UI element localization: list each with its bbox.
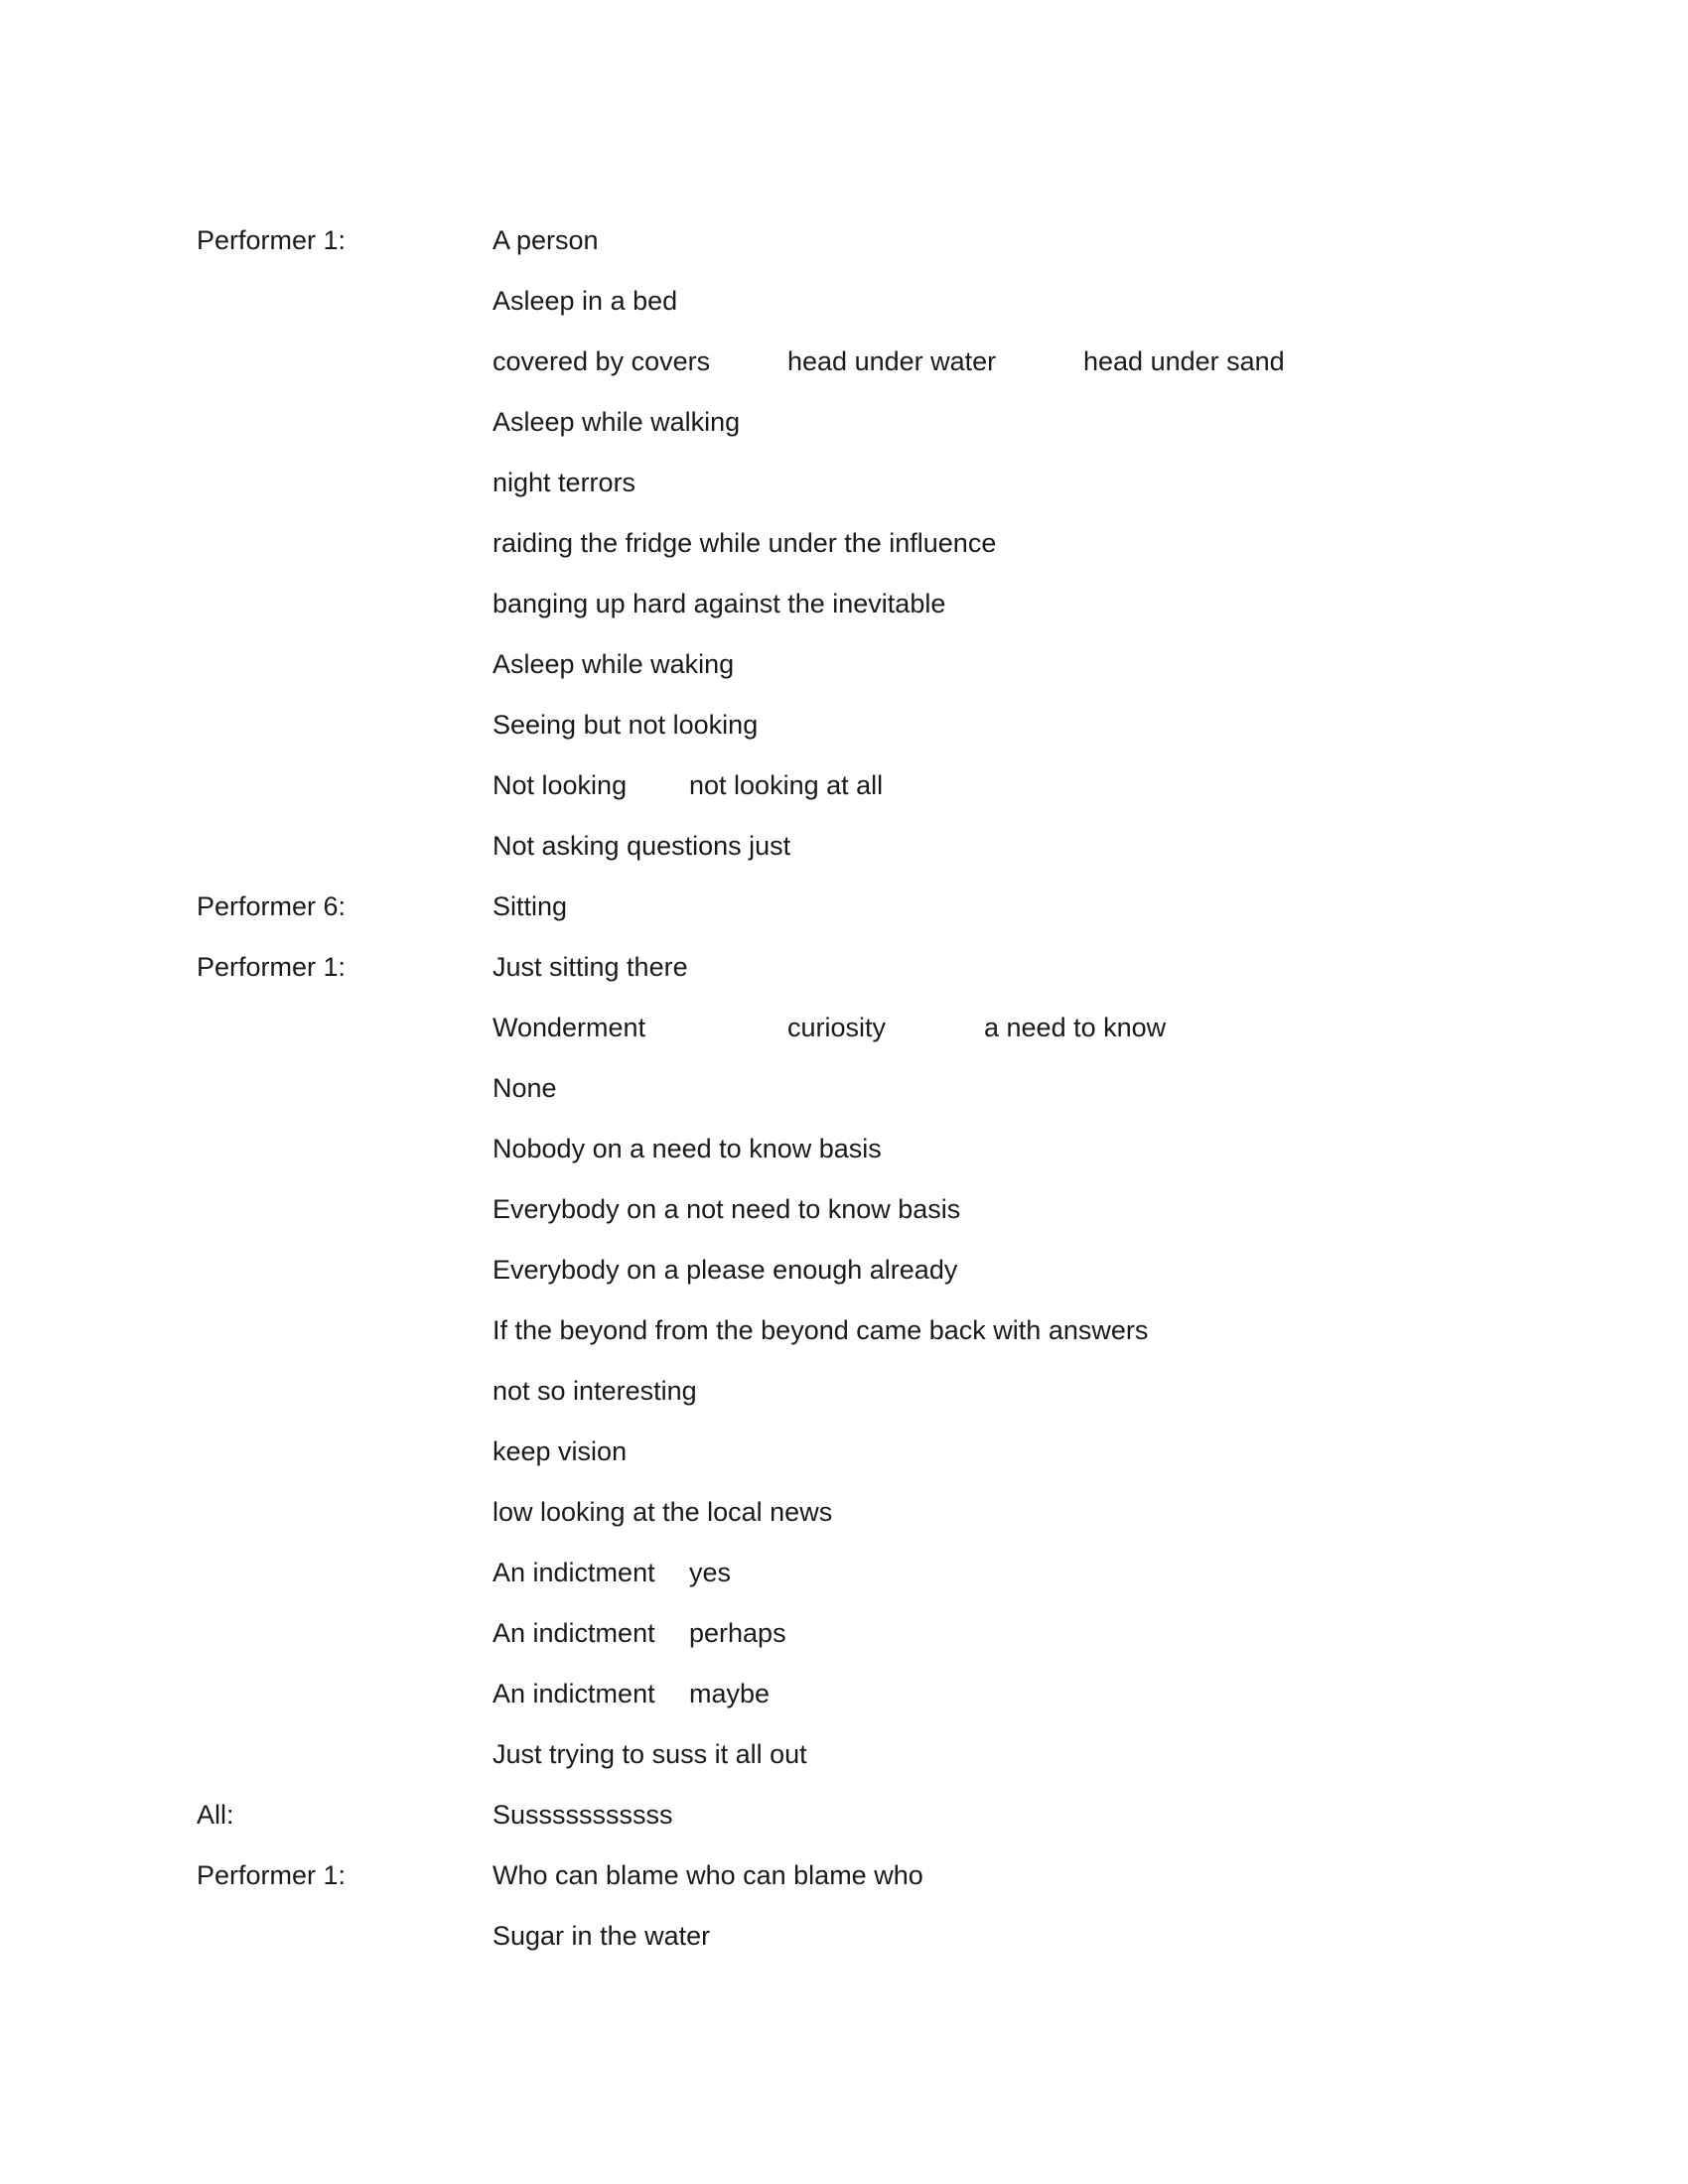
script-line xyxy=(0,222,1688,283)
dialogue-text: not so interesting xyxy=(492,1376,697,1406)
script-line xyxy=(0,1191,1688,1252)
script-line xyxy=(0,1797,1688,1857)
dialogue-text: Nobody on a need to know basis xyxy=(492,1134,882,1163)
dialogue-text: perhaps xyxy=(689,1618,786,1648)
script-line xyxy=(0,646,1688,707)
dialogue-text: not looking at all xyxy=(689,770,884,800)
script-line xyxy=(0,1555,1688,1615)
speaker-label: Performer 1: xyxy=(197,952,347,982)
script-line xyxy=(0,1615,1688,1676)
dialogue-text: Wonderment xyxy=(492,1013,646,1042)
script-line xyxy=(0,767,1688,828)
script-line xyxy=(0,586,1688,646)
script-line xyxy=(0,1857,1688,1918)
dialogue-text: Who can blame who can blame who xyxy=(492,1860,923,1890)
speaker-label: All: xyxy=(197,1800,234,1830)
dialogue-text: Susssssssssss xyxy=(492,1800,673,1830)
script-line xyxy=(0,1918,1688,1979)
script-line xyxy=(0,1494,1688,1555)
dialogue-text: night terrors xyxy=(492,468,636,497)
script-line xyxy=(0,888,1688,949)
dialogue-text: Just sitting there xyxy=(492,952,688,982)
dialogue-text: covered by covers xyxy=(492,346,711,376)
speaker-label: Performer 1: xyxy=(197,1860,347,1890)
dialogue-text: Asleep while waking xyxy=(492,649,735,679)
script-line xyxy=(0,949,1688,1010)
dialogue-text: head under water xyxy=(787,346,997,376)
script-line xyxy=(0,1312,1688,1373)
script-line xyxy=(0,1736,1688,1797)
dialogue-text: Not looking xyxy=(492,770,628,800)
dialogue-text: Everybody on a not need to know basis xyxy=(492,1194,961,1224)
script-line xyxy=(0,1252,1688,1312)
script-line xyxy=(0,343,1688,404)
dialogue-text: None xyxy=(492,1073,557,1103)
dialogue-text: curiosity xyxy=(787,1013,887,1042)
dialogue-text: Asleep while walking xyxy=(492,407,741,437)
script-line xyxy=(0,465,1688,525)
dialogue-text: A person xyxy=(492,225,599,255)
script-line xyxy=(0,1373,1688,1433)
dialogue-text: a need to know xyxy=(984,1013,1167,1042)
dialogue-text: Just trying to suss it all out xyxy=(492,1739,807,1769)
dialogue-text: An indictment xyxy=(492,1679,655,1708)
script-line xyxy=(0,1676,1688,1736)
dialogue-text: Sugar in the water xyxy=(492,1921,711,1951)
dialogue-text: Asleep in a bed xyxy=(492,286,678,316)
dialogue-text: Not asking questions just xyxy=(492,831,791,861)
script-line xyxy=(0,1010,1688,1070)
dialogue-text: head under sand xyxy=(1083,346,1285,376)
script-line xyxy=(0,707,1688,767)
dialogue-text: An indictment xyxy=(492,1558,655,1587)
speaker-label: Performer 1: xyxy=(197,225,347,255)
script-line xyxy=(0,404,1688,465)
dialogue-text: Sitting xyxy=(492,891,568,921)
script-line xyxy=(0,828,1688,888)
speaker-label: Performer 6: xyxy=(197,891,347,921)
dialogue-text: low looking at the local news xyxy=(492,1497,833,1527)
dialogue-text: Seeing but not looking xyxy=(492,710,759,740)
dialogue-text: keep vision xyxy=(492,1436,628,1466)
script-line xyxy=(0,1131,1688,1191)
dialogue-text: maybe xyxy=(689,1679,771,1708)
script-line xyxy=(0,283,1688,343)
dialogue-text: Everybody on a please enough already xyxy=(492,1255,958,1285)
script-line xyxy=(0,1070,1688,1131)
script-line xyxy=(0,525,1688,586)
script-line xyxy=(0,1433,1688,1494)
dialogue-text: banging up hard against the inevitable xyxy=(492,589,946,618)
dialogue-text: raiding the fridge while under the influence xyxy=(492,528,997,558)
script-body xyxy=(0,222,1688,1979)
dialogue-text: An indictment xyxy=(492,1618,655,1648)
dialogue-text: yes xyxy=(689,1558,732,1587)
dialogue-text: If the beyond from the beyond came back with answers xyxy=(492,1315,1149,1345)
